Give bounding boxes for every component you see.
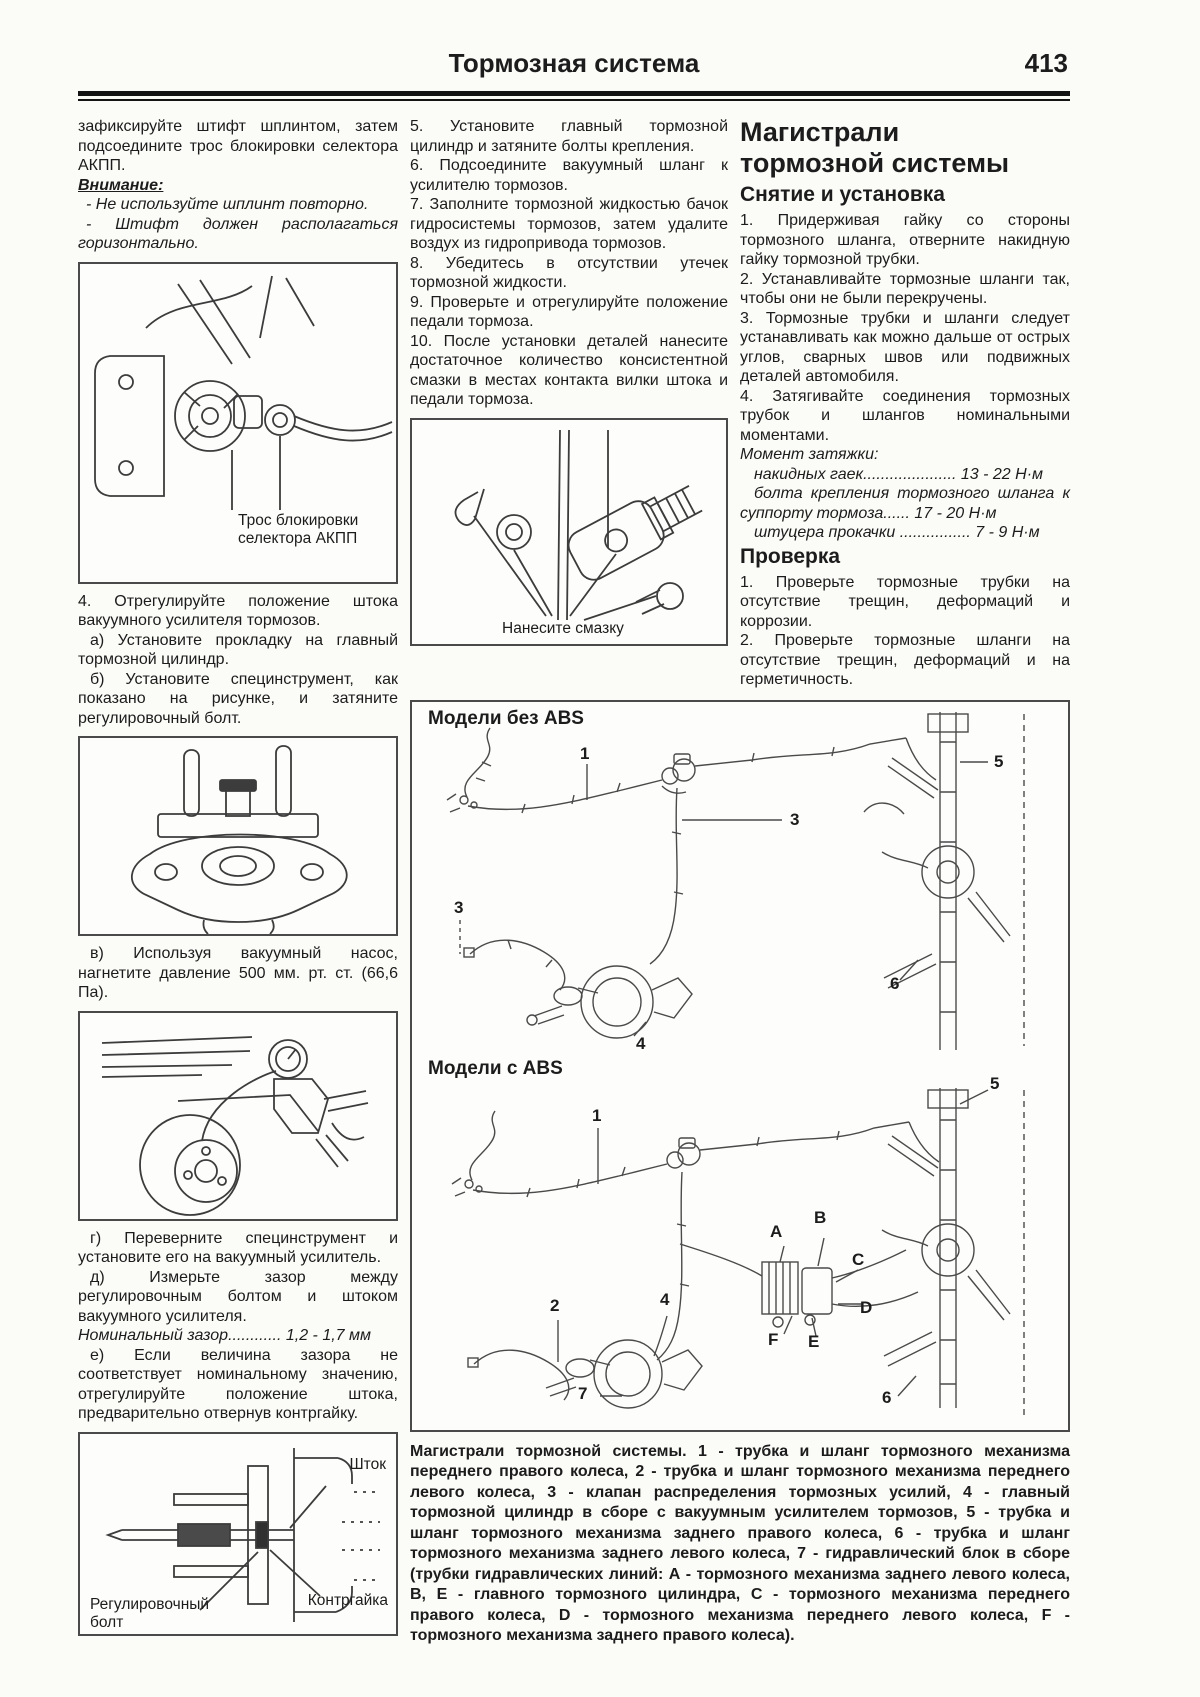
diagram-heading-no-abs: Модели без ABS [428, 707, 584, 729]
step-paragraph: 8. Убедитесь в отсутствии утечек тормозной жидкости. [410, 254, 728, 291]
figure-label: Нанесите смазку [502, 619, 624, 637]
step-paragraph: 7. Заполните тормозной жидкостью бачок гидросистемы тормозов, затем удалите воздух из гидропривода тормозов. [410, 196, 728, 252]
step-paragraph: в) Используя вакуумный насос, нагнетите давление 500 мм. рт. ст. (66,6 Па). [78, 945, 398, 1001]
diagram-callout: 3 [454, 897, 464, 917]
diagram-callout: 7 [578, 1383, 588, 1403]
diagram-callout: B [814, 1207, 827, 1227]
intro-paragraph: зафиксируйте штифт шплинтом, затем подсоедините трос блокировки селектора АКПП. [78, 118, 398, 174]
left-column [78, 117, 398, 1647]
step-paragraph: 2. Проверьте тормозные шланги на отсутствие трещин, деформаций и на герметичность. [740, 632, 1070, 688]
no-abs-schematic [412, 702, 1068, 1064]
step-paragraph: 6. Подсоедините вакуумный шланг к усилителю тормозов. [410, 157, 728, 194]
diagram-callout: C [852, 1249, 865, 1269]
special-tool-drawing [80, 738, 396, 934]
figure-selector-cable [78, 262, 398, 584]
figure-label: Шток [349, 1455, 386, 1473]
step-paragraph: 2. Устанавливайте тормозные шланги так, чтобы они не были перекручены. [740, 270, 1070, 307]
diagram-callout: 1 [580, 743, 590, 763]
diagram-callout: 1 [592, 1105, 602, 1125]
diagram-callout: D [860, 1297, 873, 1317]
figure-special-tool [78, 736, 398, 936]
diagram-callout: 5 [990, 1073, 1000, 1093]
torque-spec: накидных гаек..................... 13 - 22 Н·м [754, 465, 1043, 483]
step-paragraph: г) Переверните специнструмент и установите его на вакуумный усилитель. [78, 1229, 398, 1266]
diagram-callout: 2 [550, 1295, 560, 1315]
figure-pushrod [78, 1432, 398, 1636]
diagram-caption: Магистрали тормозной системы. 1 - трубка и шланг тормозного механизма переднего правого колеса, 2 - трубка и шланг тормозного механизма переднего левого колеса, 3 - клапан распределения тормозных усилий, 4 - главный тормозной цилиндр в сборе с вакуумным усилителем тормозов, 5 - трубка и шланг тормозного механизма заднего правого колеса, 6 - трубка и шланг тормозного механизма заднего левого колеса, 7 - гидравлический блок в сборе (трубки гидравлических линий: А - тормозного механизма заднего левого колеса, В, Е - главного тормозного цилиндра, С - тормозного механизма переднего правого колеса, D - тормозного механизма переднего левого колеса, F - тормозного механизма заднего правого колеса). [410, 1442, 1070, 1644]
grease-point-drawing [412, 420, 726, 644]
step-paragraph: е) Если величина зазора не соответствует номинальному значению, отрегулируйте положение штока, предварительно отвернув контргайку. [78, 1346, 398, 1422]
torque-label: Момент затяжки: [740, 446, 879, 463]
diagram-callout: 3 [790, 809, 800, 829]
figure-grease-point [410, 418, 728, 646]
page-header [78, 48, 1070, 90]
page-title: Тормозная система [448, 48, 700, 78]
step-paragraph: 9. Проверьте и отрегулируйте положение педали тормоза. [410, 293, 728, 330]
torque-spec: штуцера прокачки ................ 7 - 9 Н·м [754, 524, 1040, 541]
section-title: Магистрали тормозной системы [740, 117, 1010, 178]
step-paragraph: 1. Придерживая гайку со стороны тормозного шланга, отверните накидную гайку тормозной трубки. [740, 212, 1070, 268]
diagram-heading-abs: Модели с ABS [428, 1057, 563, 1079]
vacuum-pump-drawing [80, 1013, 396, 1219]
middle-column [410, 117, 728, 690]
abs-schematic [412, 1064, 1068, 1428]
step-paragraph: 1. Проверьте тормозные трубки на отсутствие трещин, деформаций и коррозии. [740, 573, 1070, 630]
attention-label: Внимание: [78, 176, 164, 194]
step-paragraph: 5. Установите главный тормозной цилиндр и затяните болты крепления. [410, 118, 728, 155]
figure-vacuum-pump [78, 1011, 398, 1221]
page-number: 413 [1024, 48, 1068, 78]
attention-item: - Не используйте шплинт повторно. [86, 196, 369, 213]
step-paragraph: 4. Затягивайте соединения тормозных трубок и шлангов номинальными моментами. [740, 387, 1070, 444]
step-paragraph: 10. После установки деталей нанесите достаточное количество консистентной смазки в местах контакта вилки штока и педали тормоза. [410, 332, 728, 408]
torque-spec: болта крепления тормозного шланга к суппорту тормоза...... 17 - 20 Н·м [740, 485, 1070, 522]
diagram-callout: 6 [890, 973, 900, 993]
subsection-removal: Снятие и установка [740, 183, 945, 206]
subsection-check: Проверка [740, 544, 841, 568]
page-content [78, 48, 1070, 1647]
diagram-callout: 4 [660, 1289, 670, 1309]
figure-label: Контргайка [307, 1591, 388, 1609]
step-paragraph: 4. Отрегулируйте положение штока вакуумного усилителя тормозов. [78, 592, 398, 629]
step-paragraph: д) Измерьте зазор между регулировочным болтом и штоком вакуумного усилителя. [78, 1268, 398, 1325]
diagram-callout: A [770, 1221, 783, 1241]
right-area [410, 117, 1070, 1647]
brake-lines-diagram [410, 700, 1070, 1432]
diagram-callout: 4 [636, 1033, 646, 1053]
diagram-callout: E [808, 1331, 820, 1351]
right-column [740, 117, 1070, 690]
diagram-callout: 6 [882, 1387, 892, 1407]
step-paragraph: а) Установите прокладку на главный тормозной цилиндр. [78, 631, 398, 668]
nominal-gap-spec: Номинальный зазор............ 1,2 - 1,7 мм [78, 1327, 371, 1344]
step-paragraph: б) Установите специнструмент, как показано на рисунке, и затяните регулировочный болт. [78, 670, 398, 727]
figure-label: Регулировочный болт [90, 1595, 210, 1631]
header-divider [78, 91, 1070, 101]
attention-item: - Штифт должен располагаться горизонтально. [78, 215, 398, 252]
step-paragraph: 3. Тормозные трубки и шланги следует устанавливать как можно дальше от острых углов, сварных швов или подвижных деталей автомобиля. [740, 309, 1070, 385]
diagram-callout: 5 [994, 751, 1004, 771]
figure-label: Трос блокировки селектора АКПП [238, 511, 359, 547]
diagram-callout: F [768, 1329, 779, 1349]
